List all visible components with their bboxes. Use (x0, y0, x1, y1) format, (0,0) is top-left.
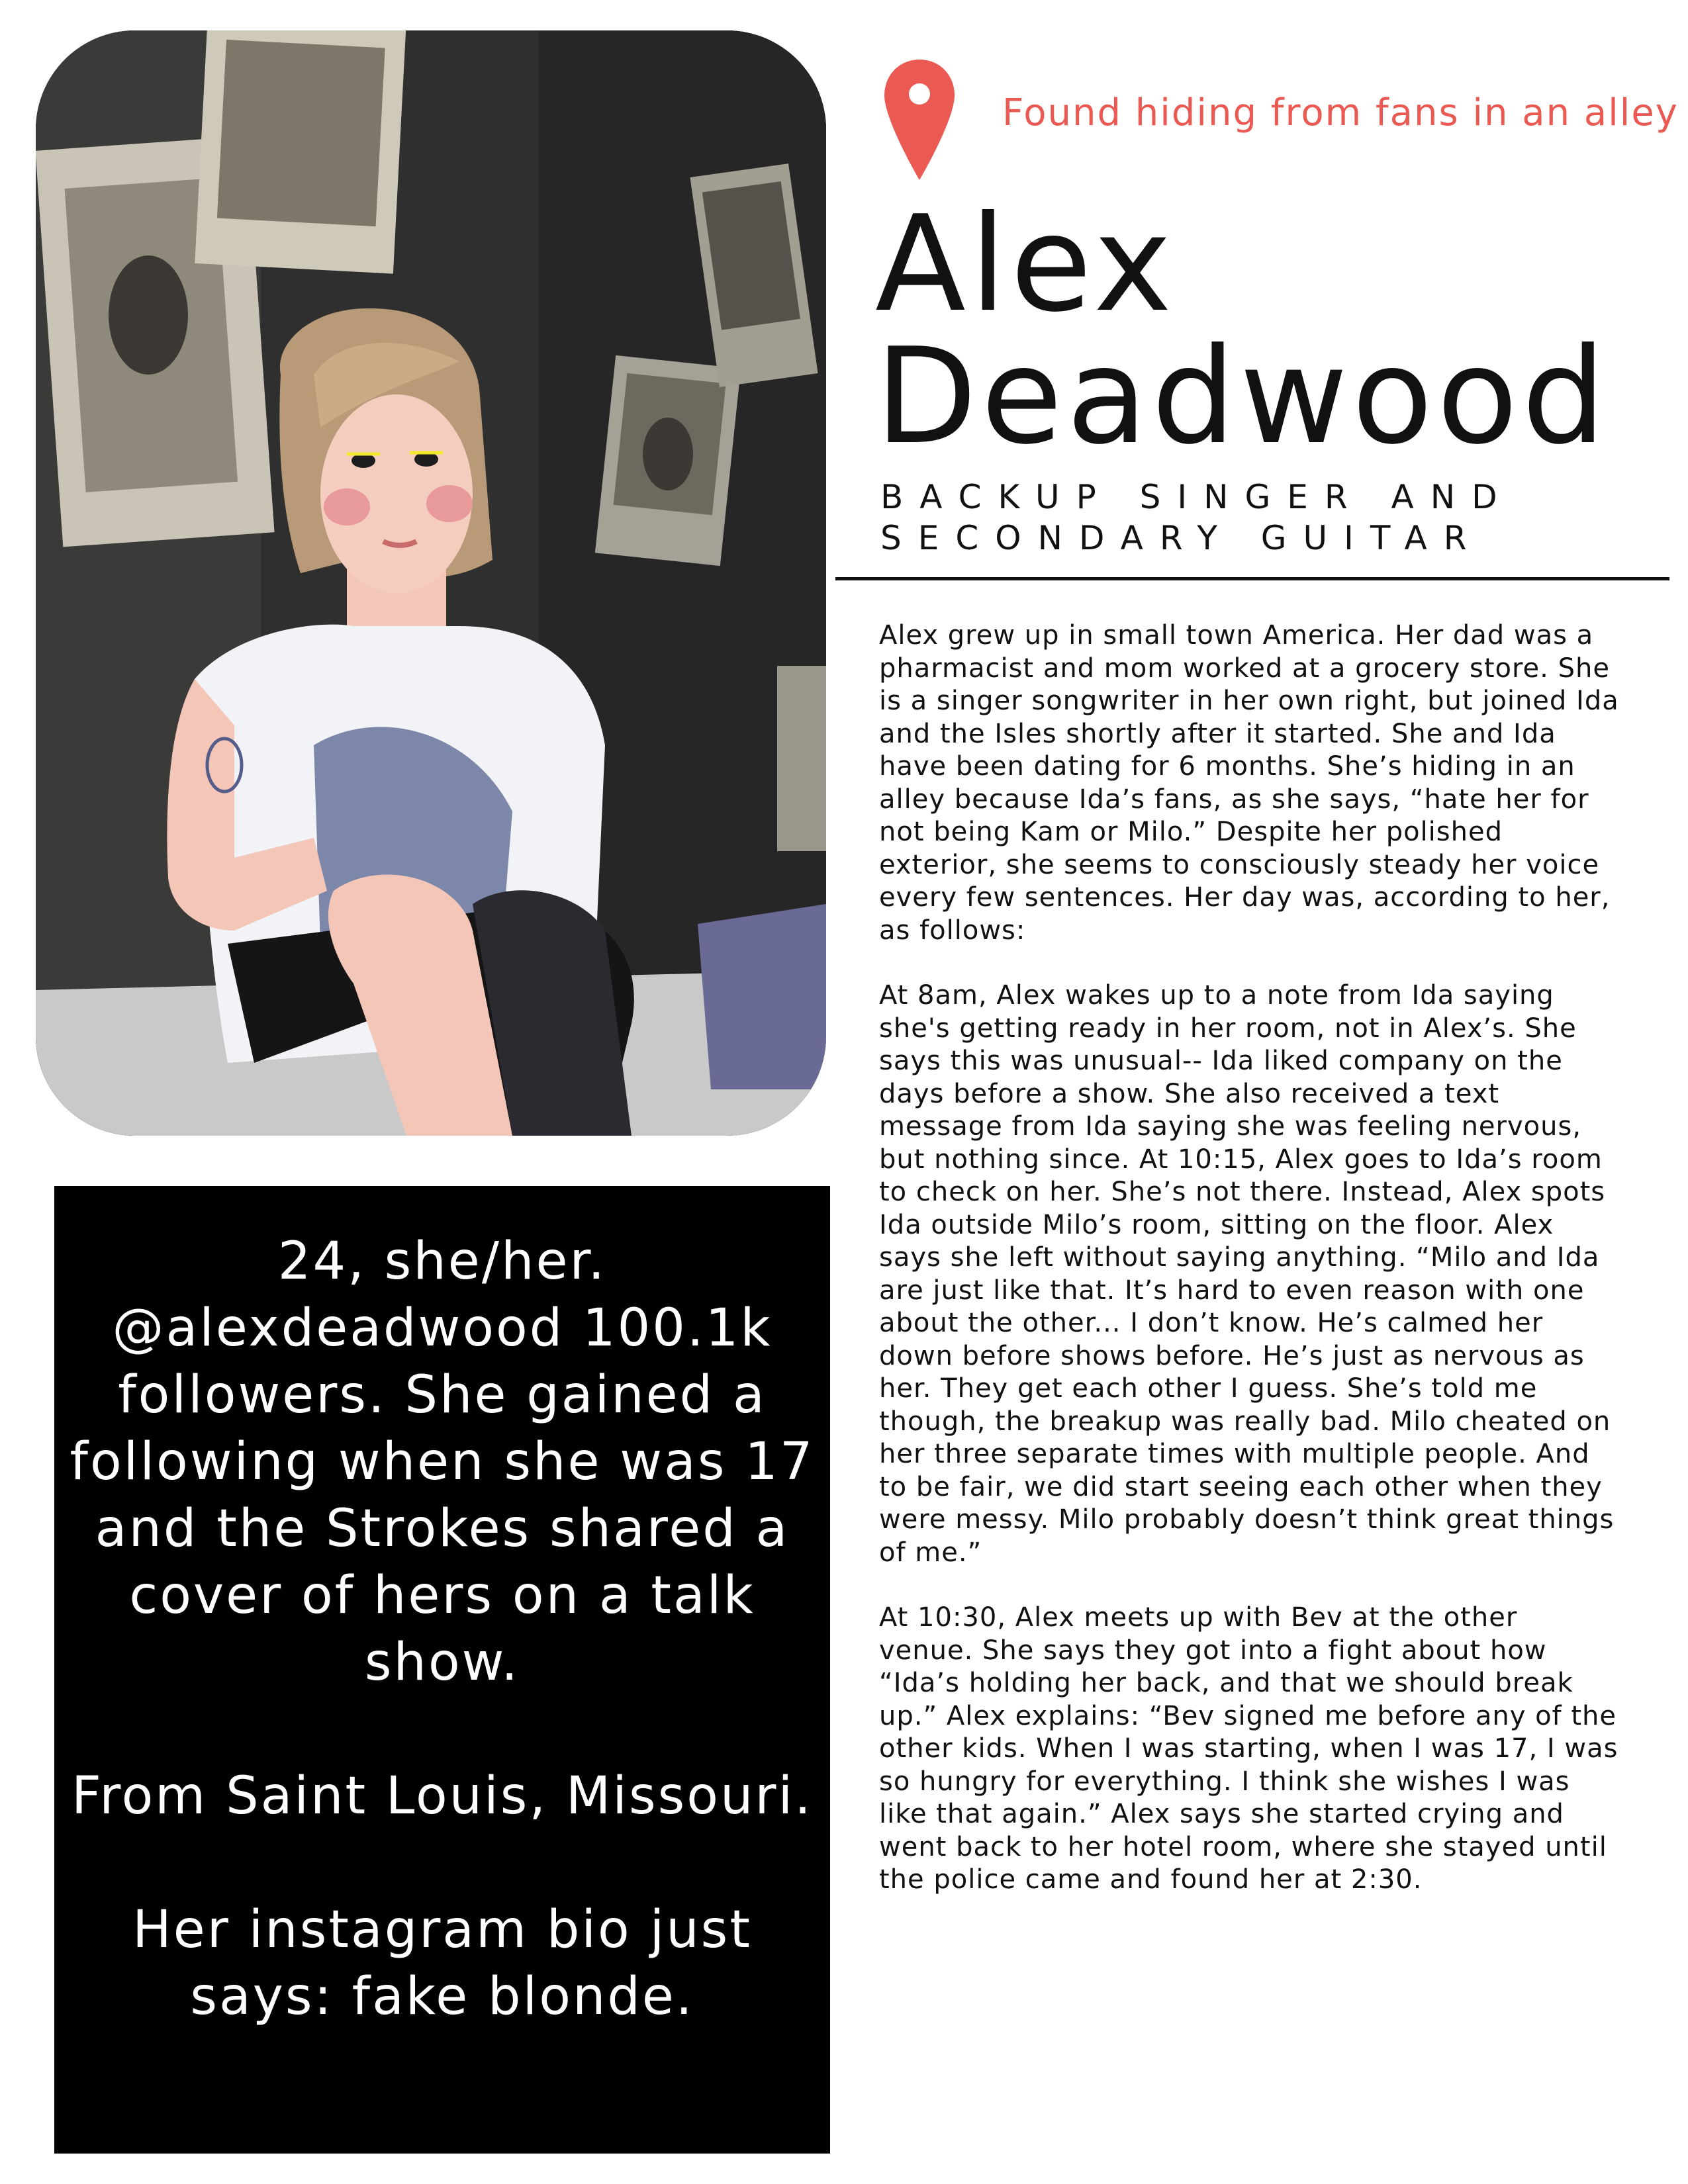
wall-poster (595, 355, 741, 566)
story-text (879, 619, 1620, 1929)
portrait-illustration (36, 30, 826, 1136)
last-name: Deadwood (875, 320, 1610, 474)
wall-poster (195, 30, 406, 274)
info-hometown: From Saint Louis, Missouri. (71, 1766, 813, 1826)
portrait-drawing (36, 30, 826, 1136)
location-caption: Found hiding from fans in an alley (1002, 91, 1679, 134)
character-role (880, 477, 1514, 559)
role-line-1: BACKUP SINGER AND (880, 478, 1514, 516)
story-paragraph-morning: At 8am, Alex wakes up to a note from Ida saying she's getting ready in her room, not in Alex’s. She says this was unusual-- Ida liked company on the days before a show. She also received a text message from Ida saying she was feeling nervous, but nothing since. At 10:15, Alex goes to Ida’s room to check on her. She’s not there. Instead, Alex spots Ida outside Milo’s room, sitting on the floor. Alex says she left without saying anything. “Milo and Ida are just like that. It’s hard to even reason with one about the other... I don’t know. He’s calmed her down before shows before. He’s just as nervous as her. They get each other I guess. She’s told me though, the breakup was really bad. Milo cheated on her three separate times with multiple people. And to be fair, we did start seeing each other when they were messy. Milo probably doesn’t think great things of me.” (879, 980, 1615, 1568)
story-paragraph-background: Alex grew up in small town America. Her dad was a pharmacist and mom worked at a grocery store. She is a singer songwriter in her own right, but joined Ida and the Isles shortly after it started. She and Ida have been dating for 6 months. She’s hiding in an alley because Ida’s fans, as she says, “hate her for not being Kam or Milo.” Despite her polished exterior, she seems to consciously steady her voice every few sentences. Her day was, according to her, as follows: (879, 620, 1619, 946)
role-line-2: SECONDARY GUITAR (880, 519, 1483, 557)
info-panel (54, 1186, 830, 2154)
wall-poster (777, 666, 826, 851)
divider (835, 577, 1669, 580)
story-paragraph-afternoon: At 10:30, Alex meets up with Bev at the other venue. She says they got into a fight about how “Ida’s holding her back, and that we should break up.” Alex explains: “Bev signed me before any of the other kids. When I was starting, when I was 17, I was so hungry for everything. I think she wishes I was like that again.” Alex says she started crying and went back to her hotel room, where she stayed until the police came and found her at 2:30. (879, 1602, 1618, 1895)
info-instagram: Her instagram bio just says: fake blonde. (132, 1900, 752, 2026)
info-bio: 24, she/her. @alexdeadwood 100.1k followers. She gained a following when she was 17 and the Strokes shared a cover of hers on a talk show. (70, 1232, 815, 1692)
location-pin-icon (882, 57, 957, 183)
character-name (875, 187, 1610, 474)
first-name: Alex (875, 187, 1176, 341)
